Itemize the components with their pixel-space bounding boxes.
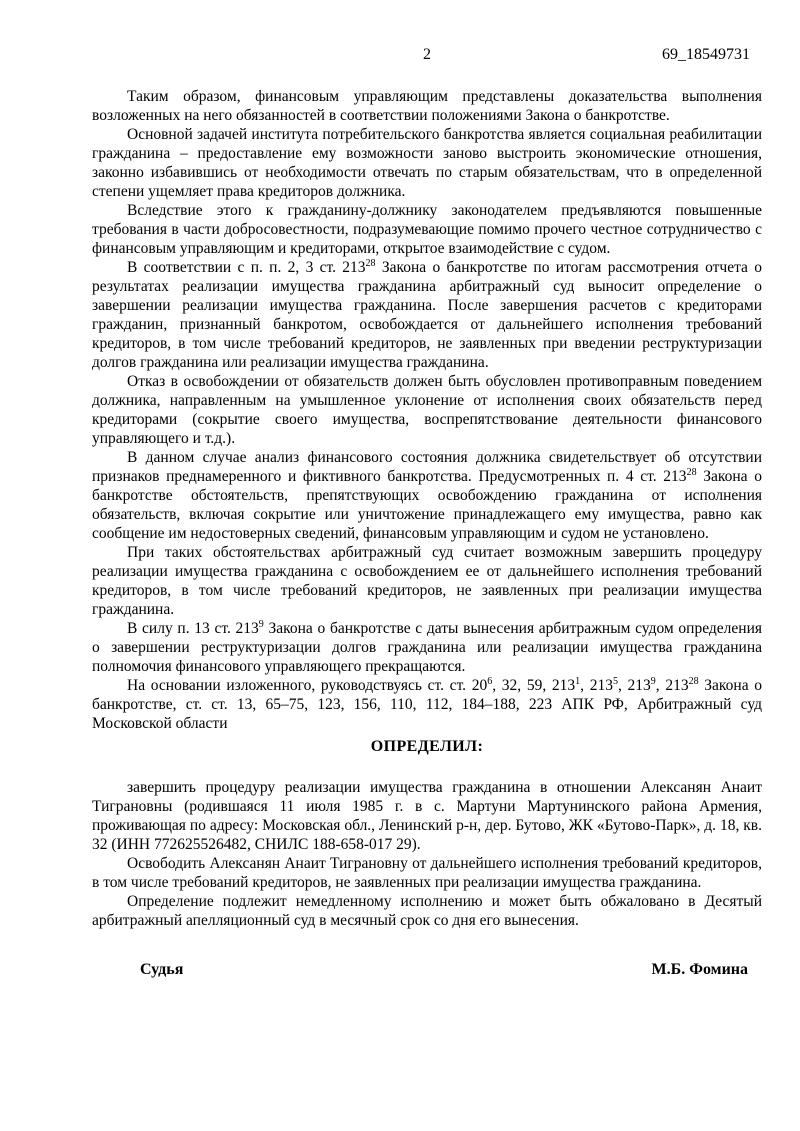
ruling-heading: ОПРЕДЕЛИЛ: — [370, 738, 484, 755]
text-run: Закона о банкротстве по итогам рассмотрения отчета о результатах реализации имущества гражданина арбитражный суд выносит определение о завершении реализации имущества гражданина. После завершения расчетов с кредиторами гражданин, признанный банкротом, освобождается от дальнейшего исполнения требований кредиторов, в том числе требований кредиторов, не заявленных при введении реструктуризации долгов гражданина или реализации имущества гражданина. — [92, 259, 762, 371]
document-number: 69_18549731 — [662, 46, 750, 63]
paragraph — [92, 258, 762, 372]
text-run: , 213 — [655, 677, 689, 694]
superscript-run: 9 — [650, 675, 656, 687]
paragraph — [92, 676, 762, 733]
superscript-run: 5 — [612, 675, 618, 687]
text-run: Определение подлежит немедленному исполнению и может быть обжаловано в Десятый арбитражный апелляционный суд в месячный срок со дня его вынесения. — [92, 893, 762, 929]
page-header — [92, 45, 762, 64]
text-run: При таких обстоятельствах арбитражный суд считает возможным завершить процедуру реализации имущества гражданина с освобождением ее от дальнейшего исполнения требований кредиторов, в том числе требований кредиторов, не заявленных при реализации имущества гражданина. — [92, 544, 762, 618]
paragraph — [92, 448, 762, 543]
text-run: Освободить Алексанян Анаит Тиграновну от дальнейшего исполнения требований кредиторов, в том числе требований кредиторов, не заявленных при реализации имущества гражданина. — [92, 855, 762, 891]
text-run: Закона о банкротстве, ст. ст. 13, 65–75, 123, 156, 110, 112, 184–188, 223 АПК РФ, Арбитражный суд Московской области — [92, 677, 763, 732]
text-run: В соответствии с п. п. 2, 3 ст. 213 — [127, 259, 366, 276]
superscript-run: 9 — [258, 618, 264, 630]
paragraph — [92, 372, 762, 448]
text-run: Закона о банкротстве с даты вынесения арбитражным судом определения о завершении реструктуризации долгов гражданина или реализации имущества гражданина полномочия финансового управляющего прекращаются. — [92, 620, 762, 675]
text-run: Основной задачей института потребительского банкротства является социальная реабилитации гражданина – предоставление ему возможности заново выстроить экономические отношения, законно избавившись от необходимости отвечать по старым обязательствам, что в определенной степени ущемляет права кредиторов должника. — [92, 126, 762, 200]
text-run: Таким образом, финансовым управляющим представлены доказательства выполнения возложенных на него обязанностей в соответствии положениями Закона о банкротстве. — [92, 88, 762, 124]
paragraph — [92, 778, 762, 854]
judge-role-label: Судья — [140, 961, 184, 978]
judge-name: М.Б. Фомина — [651, 961, 748, 978]
text-run: Закона о банкротстве обстоятельств, препятствующих освобождению гражданина от исполнения обязательств, включая сокрытие или уничтожение принадлежащего ему имущества, равно как сообщение им недостоверных сведений, финансовым управляющим и судом не установлено. — [92, 468, 762, 542]
text-run: Вследствие этого к гражданину-должнику законодателем предъявляются повышенные требования в части добросовестности, подразумевающие помимо прочего честное сотрудничество с финансовым управляющим и кредиторами, открытое взаимодействие с судом. — [92, 202, 762, 257]
page-number: 2 — [423, 46, 431, 63]
superscript-run: 28 — [686, 466, 697, 478]
superscript-run: 1 — [575, 675, 581, 687]
text-run: В данном случае анализ финансового состояния должника свидетельствует об отсутствии признаков преднамеренного и фиктивного банкротства. Предусмотренных п. 4 ст. 213 — [92, 449, 762, 485]
paragraph — [92, 543, 762, 619]
paragraph — [92, 125, 762, 201]
paragraph — [92, 892, 762, 930]
signature-block — [140, 960, 748, 979]
text-run: В силу п. 13 ст. 213 — [127, 620, 259, 637]
paragraph — [92, 619, 762, 676]
text-run: , 32, 59, 213 — [492, 677, 576, 694]
paragraph — [92, 854, 762, 892]
text-run: завершить процедуру реализации имущества гражданина в отношении Алексанян Анаит Тиграновны (родившаяся 11 июля 1985 г. в с. Мартуни Мартунинского района Армения, проживающая по адресу: Московская обл., Ленинский р-н, дер. Бутово, ЖК «Бутово-Парк», д. 18, кв. 32 (ИНН 772625526482, СНИЛС 188-658-017 29). — [92, 779, 762, 853]
text-run: , 213 — [580, 677, 613, 694]
paragraph — [92, 201, 762, 258]
ruling-body — [92, 778, 762, 930]
text-run: На основании изложенного, руководствуясь ст. ст. 20 — [127, 677, 488, 694]
superscript-run: 6 — [487, 675, 493, 687]
paragraph — [92, 87, 762, 125]
superscript-run: 28 — [365, 257, 376, 269]
text-run: Отказ в освобождении от обязательств должен быть обусловлен противоправным поведением должника, направленным на умышленное уклонение от исполнения своих обязательств перед кредиторами (сокрытие своего имущества, воспрепятствование деятельности финансового управляющего и т.д.). — [92, 373, 762, 447]
document-body — [92, 87, 762, 733]
text-run: , 213 — [617, 677, 651, 694]
superscript-run: 28 — [688, 675, 699, 687]
